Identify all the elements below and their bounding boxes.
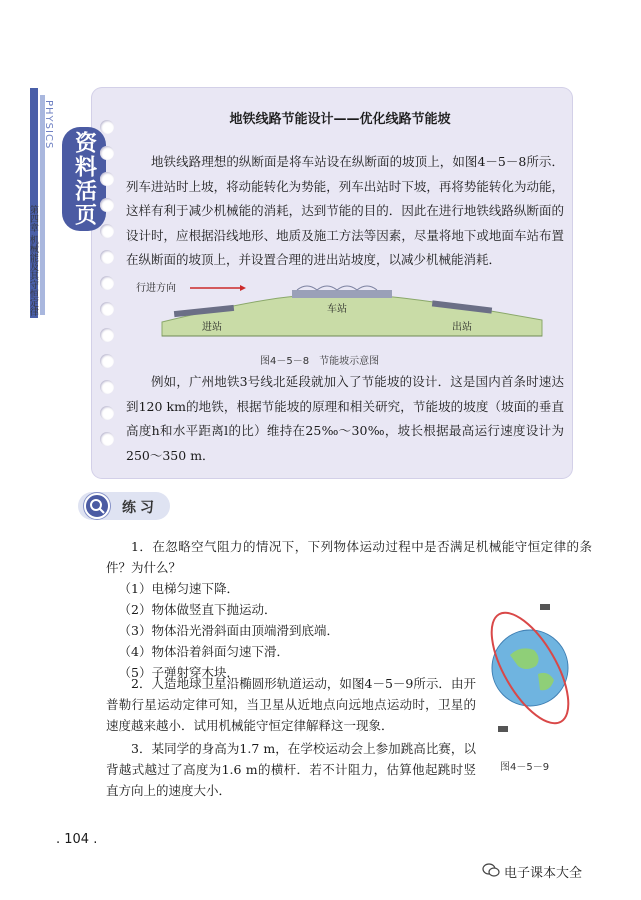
binder-hole xyxy=(100,406,114,420)
question-1-option: （1）电梯匀速下降． xyxy=(118,581,239,596)
question-1-option: （3）物体沿光滑斜面由顶端滑到底端． xyxy=(118,623,339,638)
panel-paragraph-2: 例如，广州地铁3号线北延段就加入了节能坡的设计．这是国内首条时速达到120 km的地铁，根据节能坡的原理和相关研究，节能坡的坡度（坡面的垂直高度h和水平距离l的比）维持在25‰～30‰，坡长根据最高运行速度设计为250～350 m． xyxy=(126,374,564,463)
station-building-icon xyxy=(292,290,392,298)
physics-tag: PHYSICS xyxy=(43,100,54,150)
energy-saving-slope-figure xyxy=(132,278,552,348)
panel-paragraph-1: 地铁线路理想的纵断面是将车站设在纵断面的坡顶上，如图4－5－8所示．列车进站时上坡，将动能转化为势能，列车出站时下坡，再将势能转化为动能，这样有利于减少机械能的消耗，达到节能的目的．因此在进行地铁线路纵断面的设计时，应根据沿线地形、地质及施工方法等因素，尽量将地下或地面车站布置在纵断面的坡顶上，并设置合理的进出站坡度，以减少机械能消耗． xyxy=(126,154,564,267)
panel-title: 地铁线路节能设计——优化线路节能坡 xyxy=(229,112,451,127)
chapter-tag: 第四章 机械能及其守恒定律 xyxy=(28,205,38,316)
page-number: . 104 . xyxy=(56,832,98,847)
binder-hole xyxy=(100,120,114,134)
binder-hole xyxy=(100,432,114,446)
question-1-option: （4）物体沿着斜面匀速下滑． xyxy=(118,644,289,659)
watermark-label: 电子课本大全 xyxy=(504,866,583,881)
figure-label-exit: 出站 xyxy=(452,322,472,333)
wechat-icon xyxy=(482,862,500,878)
figure-label-station: 车站 xyxy=(327,304,347,315)
question-2: 2．人造地球卫星沿椭圆形轨道运动，如图4－5－9所示．由开普勒行星运动定律可知，当卫星从近地点向远地点运动时，卫星的速度越来越小．试用机械能守恒定律解释这一现象． xyxy=(106,676,476,733)
binder-hole xyxy=(100,250,114,264)
binder-hole xyxy=(100,354,114,368)
section-badge: 资料活页 xyxy=(62,127,106,231)
question-1-option: （2）物体做竖直下抛运动． xyxy=(118,602,277,617)
binder-hole xyxy=(100,276,114,290)
satellite-orbit-figure xyxy=(482,600,582,750)
figure-label-direction: 行进方向 xyxy=(136,283,176,294)
question-3: 3．某同学的身高为1.7 m，在学校运动会上参加跳高比赛，以背越式越过了高度为1.6 m的横杆．若不计阻力，估算他起跳时竖直方向上的速度大小． xyxy=(106,741,476,798)
binder-hole xyxy=(100,380,114,394)
binder-hole xyxy=(100,302,114,316)
question-1: 1．在忽略空气阻力的情况下，下列物体运动过程中是否满足机械能守恒定律的条件？为什么？ xyxy=(106,539,592,575)
figure-caption-4-5-9: 图4－5－9 xyxy=(500,762,550,773)
binder-hole xyxy=(100,198,114,212)
figure-label-enter: 进站 xyxy=(202,322,222,333)
arrow-right-icon xyxy=(240,285,246,291)
figure-caption-4-5-8: 图4－5－8 节能坡示意图 xyxy=(260,356,380,367)
satellite-icon xyxy=(498,726,508,732)
binder-hole xyxy=(100,224,114,238)
binder-hole xyxy=(100,328,114,342)
exercise-title: 练习 xyxy=(122,500,158,516)
satellite-icon xyxy=(540,604,550,610)
binder-hole xyxy=(100,146,114,160)
magnifier-icon xyxy=(84,493,110,519)
question-1-option: （5）子弹射穿木块． xyxy=(118,665,239,680)
binder-hole xyxy=(100,172,114,186)
